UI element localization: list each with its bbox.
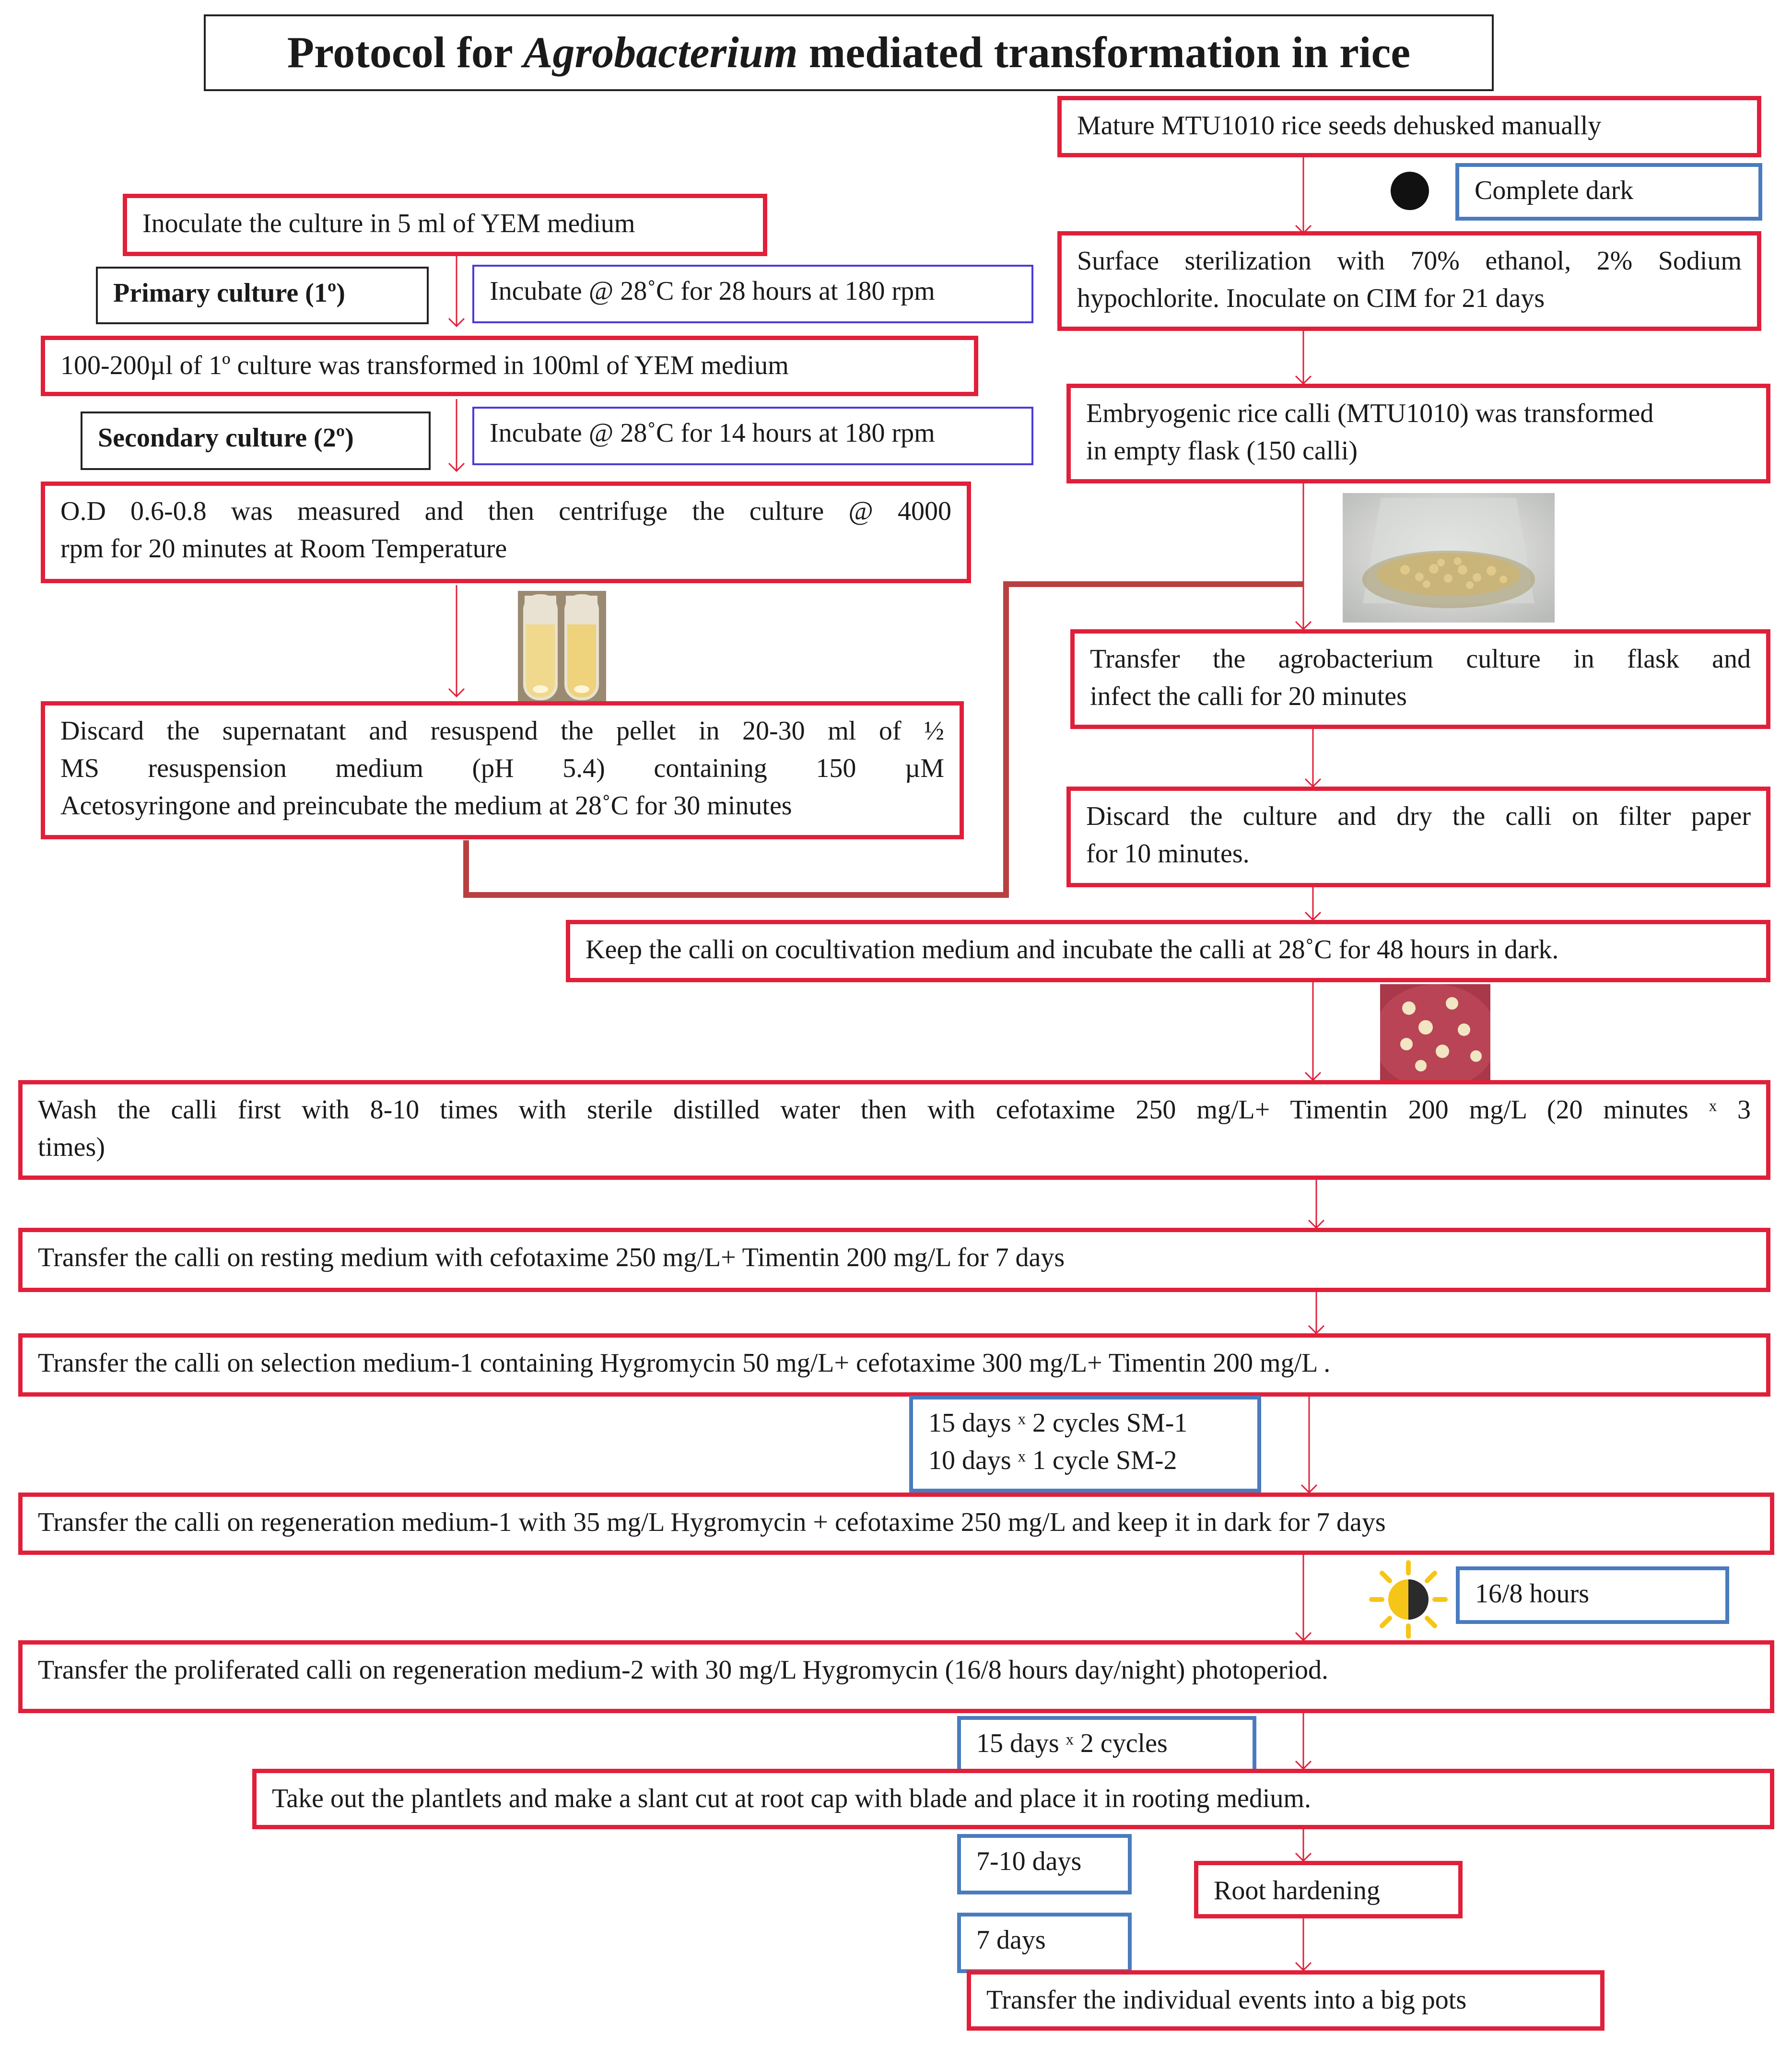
calli-flask-icon [1343, 493, 1555, 623]
step-seeds [1057, 96, 1761, 157]
step-selection [18, 1333, 1770, 1397]
rooting-days-text: 7-10 days [976, 1846, 1082, 1876]
step-root-hardening-text: Root hardening [1214, 1876, 1380, 1905]
step-cocultivation-text: Keep the calli on cocultivation medium and incubate the calli at 28˚C for 48 hours in dark. [586, 935, 1559, 964]
condition-regeneration-cycles [957, 1716, 1256, 1774]
step-resuspend-line1: Discard the supernatant and resuspend the pellet in 20-30 ml of ½ [60, 716, 944, 746]
step-resting-text: Transfer the calli on resting medium with cefotaxime 250 mg/L+ Timentin 200 mg/L for 7 days [38, 1243, 1065, 1272]
condition-photoperiod [1456, 1566, 1729, 1624]
culture-tubes-photo [518, 591, 606, 702]
primary-incubation-text: Incubate @ 28˚C for 28 hours at 180 rpm [490, 276, 935, 306]
secondary-incubation [472, 407, 1033, 465]
primary-incubation [472, 265, 1033, 323]
step-transfer-primary [41, 336, 978, 396]
step-wash [18, 1080, 1770, 1180]
step-sterilize-line1: Surface sterilization with 70% ethanol, 2% Sodium [1077, 246, 1742, 276]
regeneration-cycles-text: 15 days ˣ 2 cycles [976, 1729, 1168, 1758]
step-selection-text: Transfer the calli on selection medium-1 containing Hygromycin 50 mg/L+ cefotaxime 300 mg/L+ Timentin 200 mg/L . [38, 1348, 1331, 1378]
step-od-line1: O.D 0.6-0.8 was measured and then centrifuge the culture @ 4000 [60, 496, 951, 526]
step-seeds-text: Mature MTU1010 rice seeds dehusked manually [1077, 111, 1602, 141]
step-regeneration-2 [18, 1640, 1774, 1713]
step-infect [1070, 629, 1770, 729]
condition-complete-dark-text: Complete dark [1475, 176, 1634, 205]
secondary-culture-text: Secondary culture (2º) [98, 423, 354, 453]
sun-icon [1368, 1559, 1449, 1640]
step-regeneration-1-text: Transfer the calli on regeneration medium-1 with 35 mg/L Hygromycin + cefotaxime 250 mg/L and keep it in dark for 7 days [38, 1507, 1386, 1537]
step-wash-line1: Wash the calli first with 8-10 times with sterile distilled water then with cefotaxime 250 mg/L+ Timentin 200 mg/L (20 minutes ˣ 3 [38, 1095, 1751, 1125]
step-regeneration-2-text: Transfer the proliferated calli on regeneration medium-2 with 30 mg/L Hygromycin (16/8 hours day/night) photoperiod. [38, 1655, 1329, 1685]
step-dry-line2: for 10 minutes. [1086, 839, 1250, 869]
step-embryogenic-calli [1066, 384, 1770, 483]
step-calli-line1: Embryogenic rice calli (MTU1010) was transformed [1086, 399, 1654, 428]
cocultivation-plate-icon [1380, 984, 1490, 1080]
step-od-centrifuge [41, 482, 971, 583]
dark-circle-icon [1391, 172, 1429, 210]
step-resting [18, 1228, 1770, 1292]
step-big-pots-text: Transfer the individual events into a big pots [986, 1985, 1467, 2015]
step-infect-line1: Transfer the agrobacterium culture in flask and [1090, 644, 1751, 674]
secondary-incubation-text: Incubate @ 28˚C for 14 hours at 180 rpm [490, 418, 935, 448]
step-inoculate [123, 194, 767, 256]
condition-photoperiod-text: 16/8 hours [1475, 1579, 1589, 1609]
secondary-culture-label [81, 412, 431, 470]
step-resuspend-line2: MS resuspension medium (pH 5.4) containing 150 µM [60, 753, 944, 783]
title-prefix: Protocol for [287, 28, 513, 77]
step-calli-line2: in empty flask (150 calli) [1086, 436, 1358, 466]
page-title [204, 14, 1494, 91]
title-suffix: mediated transformation in rice [808, 28, 1411, 77]
step-sterilize [1057, 231, 1761, 331]
step-dry-calli [1066, 787, 1770, 887]
condition-complete-dark [1455, 163, 1762, 221]
step-dry-line1: Discard the culture and dry the calli on filter paper [1086, 801, 1751, 831]
selection-cycles-line2: 10 days ˣ 1 cycle SM-2 [928, 1446, 1177, 1475]
step-od-line2: rpm for 20 minutes at Room Temperature [60, 534, 507, 564]
cocultivation-plate-photo [1380, 984, 1490, 1080]
step-inoculate-text: Inoculate the culture in 5 ml of YEM medium [142, 209, 635, 238]
step-big-pots [967, 1970, 1605, 2031]
selection-cycles-line1: 15 days ˣ 2 cycles SM-1 [928, 1408, 1188, 1438]
condition-rooting-days [957, 1834, 1132, 1894]
calli-flask-photo [1343, 493, 1555, 623]
step-regeneration-1 [18, 1493, 1774, 1555]
step-rooting [252, 1769, 1774, 1829]
culture-tubes-icon [518, 591, 606, 702]
step-resuspend [41, 701, 964, 839]
step-wash-line2: times) [38, 1132, 105, 1162]
step-rooting-text: Take out the plantlets and make a slant cut at root cap with blade and place it in rooting medium. [272, 1784, 1311, 1813]
primary-culture-text: Primary culture (1º) [113, 278, 345, 308]
step-infect-line2: infect the calli for 20 minutes [1090, 682, 1407, 711]
step-transfer-primary-text: 100-200µl of 1º culture was transformed in 100ml of YEM medium [60, 351, 789, 380]
primary-culture-label [96, 267, 429, 324]
step-root-hardening [1194, 1861, 1463, 1918]
condition-hardening-days [957, 1913, 1132, 1973]
condition-selection-cycles [909, 1396, 1261, 1493]
hardening-days-text: 7 days [976, 1925, 1046, 1955]
step-cocultivation [566, 920, 1770, 982]
title-organism: Agrobacterium [523, 28, 798, 77]
step-resuspend-line3: Acetosyringone and preincubate the medium at 28˚C for 30 minutes [60, 791, 792, 821]
step-sterilize-line2: hypochlorite. Inoculate on CIM for 21 days [1077, 283, 1545, 313]
